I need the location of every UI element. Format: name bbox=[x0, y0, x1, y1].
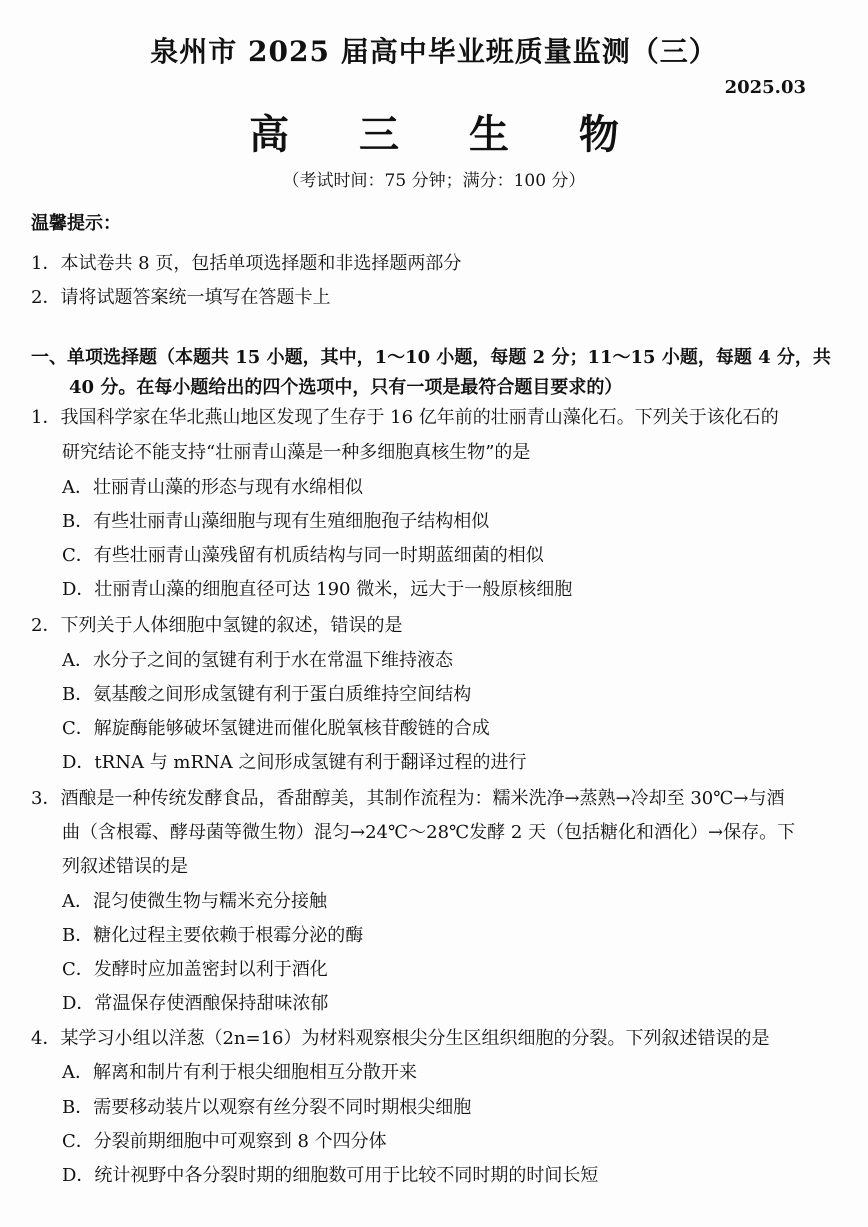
question-3-option-d: D．常温保存使酒酿保持甜味浓郁 bbox=[62, 993, 329, 1014]
question-3-stem: 3．酒酿是一种传统发酵食品，香甜醇美，其制作流程为：糯米洗净→蒸熟→冷却至 30℃→与酒 bbox=[31, 788, 785, 809]
question-2-option-a: A．水分子之间的氢键有利于水在常温下维持液态 bbox=[62, 650, 453, 671]
question-1-option-b: B．有些壮丽青山藻细胞与现有生殖细胞孢子结构相似 bbox=[62, 511, 490, 532]
question-3-stem-cont: 曲（含根霉、酵母菌等微生物）混匀→24℃～28℃发酵 2 天（包括糖化和酒化）→保存。下 bbox=[62, 822, 796, 843]
question-4-stem: 4．某学习小组以洋葱（2n=16）为材料观察根尖分生区组织细胞的分裂。下列叙述错误的是 bbox=[31, 1028, 770, 1049]
exam-date: 2025.03 bbox=[724, 77, 806, 98]
question-1-stem: 1．我国科学家在华北燕山地区发现了生存于 16 亿年前的壮丽青山藻化石。下列关于该化石的 bbox=[31, 407, 779, 428]
question-1-stem-cont: 研究结论不能支持“壮丽青山藻是一种多细胞真核生物”的是 bbox=[62, 442, 531, 463]
section-heading-cont: 40 分。在每小题给出的四个选项中，只有一项是最符合题目要求的） bbox=[69, 377, 623, 398]
question-1-option-a: A．壮丽青山藻的形态与现有水绵相似 bbox=[62, 477, 363, 498]
question-2-stem: 2．下列关于人体细胞中氢键的叙述，错误的是 bbox=[31, 615, 403, 636]
question-4-option-d: D．统计视野中各分裂时期的细胞数可用于比较不同时期的时间长短 bbox=[62, 1165, 599, 1186]
question-1-option-c: C．有些壮丽青山藻残留有机质结构与同一时期蓝细菌的相似 bbox=[62, 545, 544, 566]
tip-item: 2．请将试题答案统一填写在答题卡上 bbox=[31, 287, 331, 308]
tips-heading: 温馨提示： bbox=[31, 213, 121, 234]
question-2-option-d: D．tRNA 与 mRNA 之间形成氢键有利于翻译过程的进行 bbox=[62, 752, 527, 773]
question-3-stem-cont: 列叙述错误的是 bbox=[62, 856, 188, 877]
tip-item: 1．本试卷共 8 页，包括单项选择题和非选择题两部分 bbox=[31, 253, 462, 274]
exam-title: 泉州市 2025 届高中毕业班质量监测（三） bbox=[150, 35, 718, 68]
section-heading: 一、单项选择题（本题共 15 小题，其中，1～10 小题，每题 2 分；11～15 小题，每题 4 分，共 bbox=[31, 347, 831, 368]
question-4-option-c: C．分裂前期细胞中可观察到 8 个四分体 bbox=[62, 1131, 387, 1152]
question-3-option-b: B．糖化过程主要依赖于根霉分泌的酶 bbox=[62, 925, 364, 946]
question-2-option-b: B．氨基酸之间形成氢键有利于蛋白质维持空间结构 bbox=[62, 684, 472, 705]
question-1-option-d: D．壮丽青山藻的细胞直径可达 190 微米，远大于一般原核细胞 bbox=[62, 579, 573, 600]
question-2-option-c: C．解旋酶能够破坏氢键进而催化脱氧核苷酸链的合成 bbox=[62, 718, 490, 739]
question-4-option-a: A．解离和制片有利于根尖细胞相互分散开来 bbox=[62, 1062, 417, 1083]
exam-info: （考试时间：75 分钟；满分：100 分） bbox=[282, 171, 586, 191]
question-3-option-c: C．发酵时应加盖密封以利于酒化 bbox=[62, 959, 328, 980]
question-4-option-b: B．需要移动装片以观察有丝分裂不同时期根尖细胞 bbox=[62, 1097, 472, 1118]
subject-title: 高 三 生 物 bbox=[249, 111, 647, 158]
question-3-option-a: A．混匀使微生物与糯米充分接触 bbox=[62, 891, 327, 912]
